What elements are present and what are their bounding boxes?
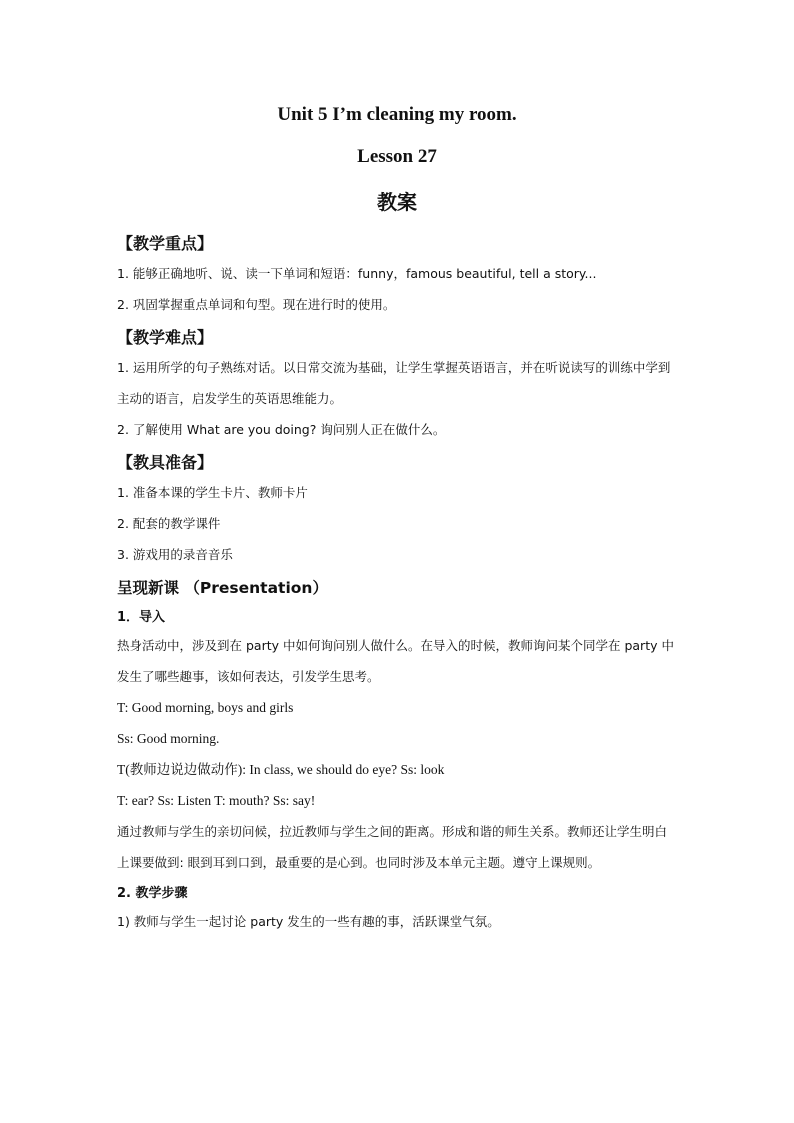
tools-item-3: 3. 游戏用的录音音乐	[117, 547, 233, 562]
difficulty-heading: 【教学难点】	[117, 328, 214, 347]
tools-heading: 【教具准备】	[117, 453, 214, 472]
presentation-heading: 呈现新课 （Presentation）	[117, 579, 328, 597]
document-body	[117, 226, 677, 937]
intro-heading: 1．导入	[117, 610, 166, 625]
focus-item-1: 1. 能够正确地听、说、读一下单词和短语：funny，famous beautiful, tell a story...	[117, 266, 597, 281]
step-item-1: 1) 教师与学生一起讨论 party 发生的一些有趣的事，活跃课堂气氛。	[117, 914, 500, 929]
dialogue-line-2: Ss: Good morning.	[117, 731, 220, 746]
summary-paragraph: 通过教师与学生的亲切问候，拉近教师与学生之间的距离。形成和谐的师生关系。教师还让学生明白上课要做到: 眼到耳到口到，最重要的是心到。也同时涉及本单元主题。遵守上课规则。	[117, 824, 668, 870]
dialogue-line-1: T: Good morning, boys and girls	[117, 700, 294, 715]
focus-item-2: 2. 巩固掌握重点单词和句型。现在进行时的使用。	[117, 297, 396, 312]
dialogue-line-4: T: ear? Ss: Listen T: mouth? Ss: say!	[117, 793, 316, 808]
steps-heading: 2. 教学步骤	[117, 886, 188, 901]
doc-type-title: 教案	[377, 190, 417, 214]
tools-item-2: 2. 配套的教学课件	[117, 516, 221, 531]
unit-title: Unit 5 I’m cleaning my room.	[277, 104, 517, 125]
lesson-title: Lesson 27	[357, 146, 437, 167]
difficulty-item-2: 2. 了解使用 What are you doing? 询问别人正在做什么。	[117, 422, 446, 437]
tools-item-1: 1. 准备本课的学生卡片、教师卡片	[117, 485, 308, 500]
difficulty-item-1: 1. 运用所学的句子熟练对话。以日常交流为基础，让学生掌握英语语言，并在听说读写的训练中学到主动的语言，启发学生的英语思维能力。	[117, 360, 671, 406]
focus-heading: 【教学重点】	[117, 234, 214, 253]
dialogue-line-3: T(教师边说边做动作): In class, we should do eye? Ss: look	[117, 762, 445, 777]
intro-paragraph: 热身活动中，涉及到在 party 中如何询问别人做什么。在导入的时候，教师询问某个同学在 party 中发生了哪些趣事，该如何表达，引发学生思考。	[117, 638, 674, 684]
